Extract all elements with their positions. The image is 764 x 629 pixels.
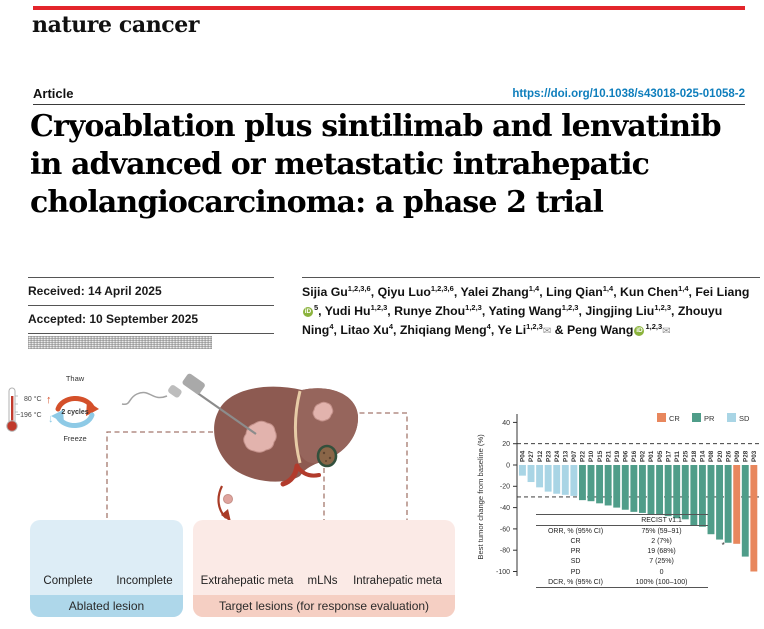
- author-name: Zhouyu Ning: [302, 304, 723, 338]
- author-name: Kun Chen: [620, 285, 679, 300]
- bar-label-P27: P27: [528, 450, 536, 462]
- intrahepatic-label: Intrahepatic meta: [353, 575, 442, 587]
- bar-label-P11: P11: [673, 451, 681, 462]
- bar-label-P07: P07: [571, 450, 579, 462]
- author-name: Peng Wang: [566, 323, 634, 338]
- author-name: Jingjing Liu: [585, 304, 655, 319]
- bar-label-P25: P25: [682, 450, 690, 462]
- gallbladder-node-icon: [318, 446, 336, 466]
- bar-P19: [613, 465, 620, 508]
- author-affiliations: 4: [486, 322, 491, 332]
- bar-label-P01: P01: [648, 450, 656, 462]
- incomplete-label: Incomplete: [116, 575, 173, 587]
- bar-label-P18: P18: [691, 450, 699, 462]
- bar-P28: [742, 465, 749, 557]
- bar-label-P21: P21: [605, 450, 613, 462]
- redacted-publish-line: [28, 336, 212, 349]
- extrahepatic-label: Extrahepatic meta: [200, 575, 294, 587]
- author-name: Yalei Zhang: [460, 285, 529, 300]
- author-name: Zhiqiang Meng: [399, 323, 487, 338]
- legend-label-PR: PR: [704, 414, 715, 423]
- recist-table-header: RECIST v1.1: [536, 515, 708, 526]
- received-date: Received: 14 April 2025: [28, 284, 162, 298]
- y-tick-label: 20: [502, 441, 510, 449]
- bar-P24: [553, 465, 560, 494]
- bar-label-P26: P26: [725, 450, 733, 462]
- title-line: Cryoablation plus sintilimab and lenvatinib: [30, 109, 721, 144]
- y-tick-label: -100: [495, 568, 510, 576]
- freeze-label: Freeze: [63, 434, 87, 443]
- author-affiliations: 1,4: [602, 284, 614, 293]
- author-list: Sijia Gu$^{1,2,3,6}$, Qiyu Luo$^{1,2,3,6}$, Yalei Zhang$^{1,4}$, Ling Qian$^{1,4}$, Kun Chen$^{1,4}$, Fei LiangiD $^5$, Yudi Hu$^{1,2,3}$, Runye Zhou$^{1,2,3}$, Yating Wang$^{1,2,3}$, Jingjing Liu$^{1,2,3}$, Zhouyu Ning$^4$, Litao Xu$^4$, Zhiqiang Meng$^4$, Ye Li$^{1,2,3}$✉ & Peng Wang iD $^{1,2,3}$✉: [302, 284, 750, 338]
- bar-P22: [579, 465, 586, 500]
- y-tick-label: -80: [499, 547, 510, 555]
- author-affiliations: 1,2,3,6: [347, 284, 371, 293]
- recist-table-row: PR 19 (68%): [570, 548, 676, 556]
- legend-swatch-PR: [692, 413, 701, 422]
- thaw-temp-label: 80 °C: [24, 396, 42, 403]
- y-tick-label: -20: [499, 483, 510, 491]
- bar-P05: [656, 465, 663, 515]
- bar-label-P20: P20: [716, 450, 724, 462]
- bar-P17: [665, 465, 672, 516]
- recist-table-row: SD 7 (25%): [570, 558, 674, 566]
- brand-rule: [33, 6, 745, 10]
- header-rule: [33, 104, 745, 105]
- bar-label-P19: P19: [613, 450, 621, 462]
- bar-P20: [716, 465, 723, 540]
- bar-P13: [562, 465, 569, 495]
- bar-P07: [570, 465, 577, 496]
- bar-label-P09: P09: [733, 450, 741, 462]
- thermometer-icon: [7, 388, 18, 431]
- bar-label-P16: P16: [631, 450, 639, 462]
- author-affiliations: 1,2,3: [370, 303, 388, 313]
- bar-P10: [588, 465, 595, 501]
- email-icon[interactable]: ✉: [662, 326, 671, 338]
- author-name: Yudi Hu: [324, 304, 371, 319]
- recist-table-row: ORR, % (95% CI) 75% (59–91): [547, 527, 682, 535]
- author-name: Yating Wang: [488, 304, 562, 319]
- cycles-label: 2 cycles: [61, 409, 89, 416]
- article-title: [30, 108, 750, 222]
- liver-illustration: [122, 373, 358, 484]
- journal-logo: nature cancer: [32, 12, 200, 38]
- target-lesions-box: [193, 520, 455, 617]
- bar-P06: [622, 465, 629, 510]
- author-name: Qiyu Luo: [377, 285, 431, 300]
- orcid-icon[interactable]: iD: [636, 327, 643, 335]
- author-affiliations: 1,4: [678, 284, 689, 293]
- bar-P15: [596, 465, 603, 503]
- author-affiliations: 1,2,3: [526, 322, 543, 332]
- y-axis-title: Best tumor change from baseline (%): [476, 434, 485, 560]
- author-name: Litao Xu: [340, 323, 389, 338]
- author-affiliations: 1,2,3: [465, 303, 482, 313]
- bar-label-P06: P06: [622, 450, 630, 462]
- author-name: Ye Li: [497, 323, 527, 338]
- bar-P21: [605, 465, 612, 505]
- ablated-caption: Ablated lesion: [30, 595, 183, 617]
- freeze-temp-label: −196 °C: [16, 412, 42, 419]
- bar-annotation: *: [721, 541, 725, 551]
- author-name: Fei Liang: [695, 285, 750, 300]
- bar-P08: [708, 465, 715, 534]
- bar-P03: [750, 465, 757, 572]
- bar-label-P23: P23: [545, 450, 553, 462]
- bar-label-P13: P13: [562, 450, 570, 462]
- bar-P26: [725, 465, 732, 543]
- temp-up-arrow-icon: ↑: [46, 394, 52, 406]
- bar-label-P05: P05: [656, 450, 664, 462]
- temp-down-arrow-icon: ↓: [48, 413, 54, 425]
- bar-label-P17: P17: [665, 450, 673, 462]
- bar-label-P22: P22: [579, 450, 587, 462]
- bar-label-P12: P12: [536, 450, 544, 462]
- recist-table-row: DCR, % (95% CI) 100% (100–100): [548, 578, 688, 586]
- bar-P12: [536, 465, 543, 487]
- complete-label: Complete: [43, 575, 93, 587]
- author-affiliations: 1,4: [528, 284, 540, 293]
- ablated-lesion-box: [30, 520, 183, 617]
- bar-P16: [630, 465, 637, 512]
- bar-label-P10: P10: [588, 450, 596, 462]
- thaw-label: Thaw: [65, 374, 85, 383]
- bar-label-P08: P08: [708, 450, 716, 462]
- bar-P23: [545, 465, 552, 492]
- bar-label-P28: P28: [742, 450, 750, 462]
- y-tick-label: -60: [499, 526, 510, 534]
- bar-P25: [682, 465, 689, 519]
- orcid-icon[interactable]: iD: [304, 308, 312, 316]
- bar-label-P03: P03: [751, 450, 759, 462]
- mlns-label: mLNs: [307, 575, 338, 587]
- author-affiliations: 5: [314, 303, 319, 313]
- bar-P02: [639, 465, 646, 513]
- author-affiliations: 1,2,3: [645, 322, 663, 332]
- rule: [28, 333, 274, 334]
- bar-P04: [519, 465, 526, 476]
- author-affiliations: 1,2,3,6: [430, 284, 454, 293]
- author-name: Ling Qian: [546, 285, 603, 300]
- bar-label-P15: P15: [596, 450, 604, 462]
- dates-panel: [28, 277, 274, 334]
- bar-label-P14: P14: [699, 450, 707, 462]
- bar-P11: [673, 465, 680, 518]
- author-name: Sijia Gu: [302, 285, 348, 300]
- legend-label-SD: SD: [739, 414, 750, 423]
- bar-label-P02: P02: [639, 450, 647, 462]
- recist-results-table: [536, 514, 708, 588]
- author-affiliations: 1,2,3: [654, 303, 672, 313]
- shed-lesion-icon: [224, 495, 233, 504]
- bar-P01: [648, 465, 655, 514]
- title-line: in advanced or metastatic intrahepatic: [30, 147, 650, 182]
- article-kicker: Article: [33, 86, 74, 101]
- legend-swatch-CR: [657, 413, 666, 422]
- bar-label-P04: P04: [519, 450, 527, 462]
- rule: [302, 277, 760, 278]
- y-tick-label: 40: [502, 419, 510, 427]
- author-affiliations: 4: [388, 322, 394, 332]
- accepted-date: Accepted: 10 September 2025: [28, 312, 199, 326]
- author-affiliations: 4: [329, 322, 334, 332]
- author-affiliations: 1,2,3: [561, 303, 579, 313]
- bar-P09: [733, 465, 740, 544]
- author-name: Runye Zhou: [394, 304, 466, 319]
- recist-table-row: CR 2 (7%): [570, 537, 672, 545]
- recist-table-row: PD 0: [570, 568, 664, 576]
- bar-P27: [528, 465, 535, 482]
- legend-swatch-SD: [727, 413, 736, 422]
- bar-label-P24: P24: [553, 450, 561, 462]
- doi-link[interactable]: https://doi.org/10.1038/s43018-025-01058-2: [512, 88, 745, 100]
- y-tick-label: 0: [506, 462, 510, 470]
- y-tick-label: -40: [499, 505, 510, 512]
- email-icon[interactable]: ✉: [542, 326, 552, 338]
- title-line: cholangiocarcinoma: a phase 2 trial: [30, 185, 604, 220]
- legend-label-CR: CR: [669, 414, 680, 423]
- target-caption: Target lesions (for response evaluation): [193, 595, 455, 617]
- authors-panel: [302, 277, 760, 340]
